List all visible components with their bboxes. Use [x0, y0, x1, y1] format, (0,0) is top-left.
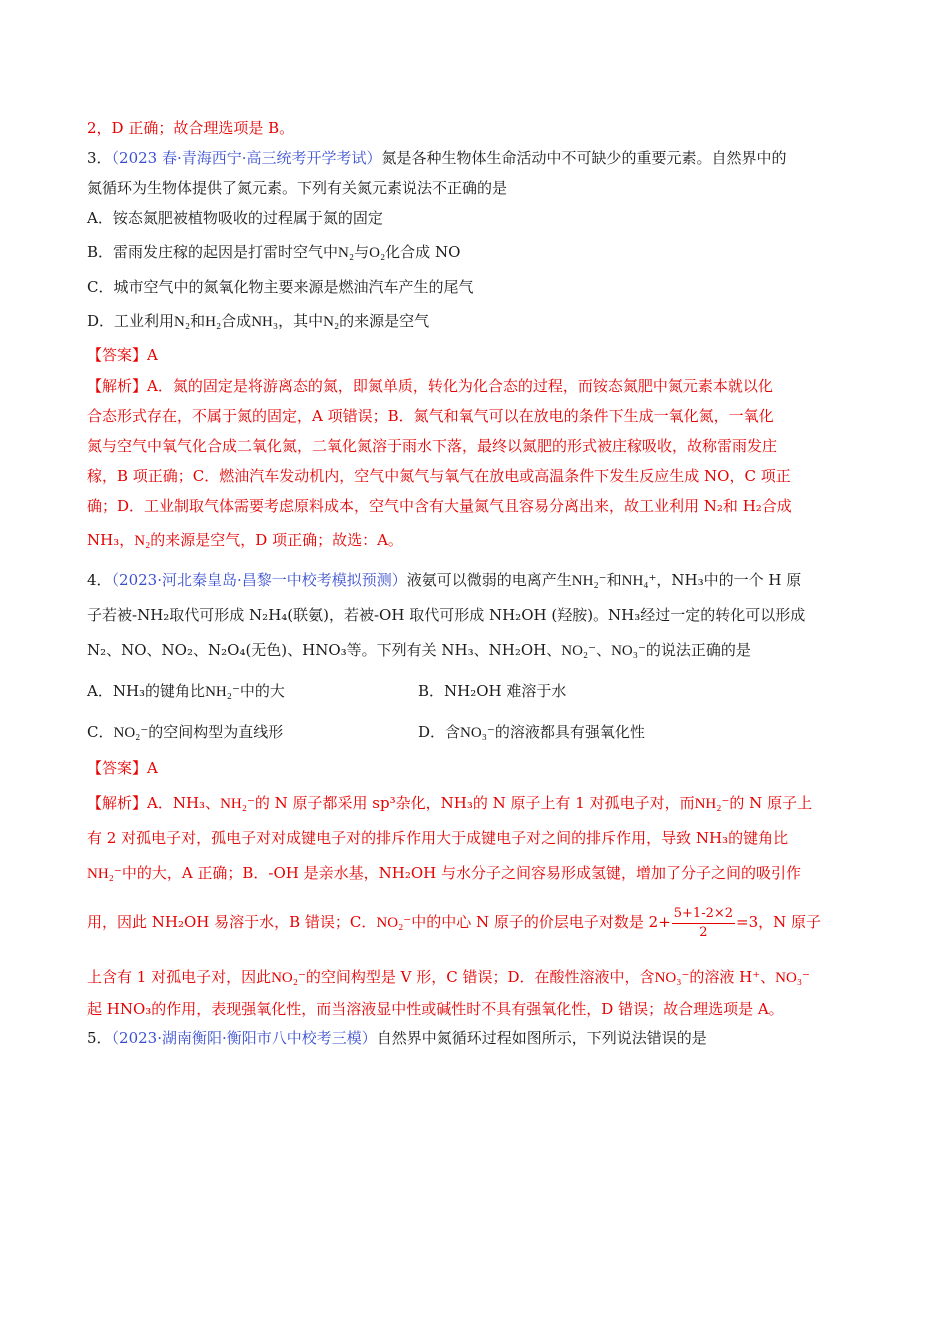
- q3-explanation-line-2: 合态形式存在，不属于氮的固定，A 项错误；B．氮气和氧气可以在放电的条件下生成一氧化氮，一氧化: [87, 407, 774, 425]
- q3-stem-line-1: [87, 148, 787, 168]
- q4-stem-text: ，NH₃中的一个 H 原: [656, 571, 802, 589]
- q4-option-d: [418, 722, 645, 743]
- q4-explanation-text: 【解析】A．NH₃、: [87, 794, 221, 812]
- q3-explanation-line-3: 氮与空气中氧气化合成二氧化氮，二氧化氮溶于雨水下落，最终以氮肥的形式被庄稼吸收，故称雷雨发庄: [87, 437, 778, 455]
- q3-option-d-text: ，其中: [278, 312, 324, 330]
- formula-no3-minus: NO₃⁻: [611, 643, 646, 659]
- q4-stem-line-1: [87, 570, 801, 591]
- q3-option-d-text: 合成: [221, 312, 252, 330]
- formula-nh2-minus: NH₂⁻: [220, 796, 255, 812]
- formula-no2-minus: NO₂⁻: [561, 643, 597, 659]
- q4-option-d-text: D．含: [418, 723, 461, 741]
- q4-option-d-text: 的溶液都具有强氧化性: [494, 723, 645, 741]
- q5-stem-text: 自然界中氮循环过程如图所示，下列说法错误的是: [376, 1029, 707, 1047]
- q4-explanation-text: 的溶液 H⁺、: [689, 968, 776, 986]
- fraction-numerator: 5+1-2×2: [672, 905, 735, 924]
- formula-n2: N₂: [174, 314, 191, 330]
- electron-pair-fraction: [672, 905, 735, 942]
- formula-nh2-minus: NH₂⁻: [205, 684, 240, 700]
- q3-stem-line-2: 氮循环为生物体提供了氮元素。下列有关氮元素说法不正确的是: [87, 179, 508, 197]
- q4-explanation-line-3: [87, 863, 801, 884]
- formula-no3-minus: NO₃⁻: [654, 970, 690, 986]
- q4-explanation-text: 中的大，A 正确；B．-OH 是亲水基，NH₂OH 与水分子之间容易形成氢键，增加了分子之间的吸引作: [121, 864, 802, 882]
- q3-explanation-line-4: 稼，B 项正确；C．燃油汽车发动机内，空气中氮气与氧气在放电或高温条件下发生反应生成 NO，C 项正: [87, 467, 791, 485]
- formula-nh3: NH₃: [251, 314, 279, 330]
- formula-no3-minus: NO₃⁻: [460, 725, 495, 741]
- q4-explanation-text: 用，因此 NH₂OH 易溶于水，B 错误；C．: [87, 913, 377, 931]
- q3-option-d-text: 和: [190, 312, 206, 330]
- q4-stem-line-2: 子若被-NH₂取代可形成 N₂H₄(联氨)，若被-OH 取代可形成 NH₂OH (羟胺)。NH₃经过一定的转化可以形成: [87, 606, 806, 624]
- formula-no3-minus: NO₃⁻: [775, 970, 810, 986]
- q4-explanation-text: 的空间构型是 V 形，C 错误；D．在酸性溶液中，含: [305, 968, 655, 986]
- q4-option-c: [87, 722, 283, 743]
- q4-explanation-line-1: [87, 793, 812, 814]
- q3-explanation-text: NH₃，: [87, 531, 135, 549]
- q5-number: 5．: [87, 1029, 112, 1047]
- q3-option-b: [87, 242, 460, 263]
- q3-explanation-text: 的来源是空气，D 项正确；故选：A。: [150, 531, 403, 549]
- q3-explanation-line-1: 【解析】A．氮的固定是将游离态的氮，即氮单质，转化为化合态的过程，而铵态氮肥中氮元素本就以化: [87, 377, 773, 395]
- q5-stem: [87, 1028, 707, 1048]
- q5-source: （2023·湖南衡阳·衡阳市八中校考三模）: [111, 1029, 377, 1047]
- q4-stem-text: 、: [596, 641, 612, 659]
- q4-stem-text: 液氨可以微弱的电离产生: [406, 571, 572, 589]
- q4-number: 4．: [87, 571, 112, 589]
- q4-stem-text: 的说法正确的是: [645, 641, 751, 659]
- formula-no2-minus: NO₂⁻: [113, 725, 149, 741]
- q4-option-b: B．NH₂OH 难溶于水: [418, 682, 567, 700]
- formula-n2: N₂: [338, 245, 355, 261]
- q3-option-b-text: 与: [354, 243, 370, 261]
- q4-explanation-line-4: [87, 902, 821, 943]
- q4-stem-line-3: [87, 640, 751, 661]
- formula-nh4-plus: NH₄⁺: [621, 573, 657, 589]
- q3-source: （2023 春·青海西宁·高三统考开学考试）: [111, 149, 382, 167]
- q3-option-b-text: B．雷雨发庄稼的起因是打雷时空气中: [87, 243, 339, 261]
- q3-number: 3．: [87, 149, 112, 167]
- q4-option-a-text: 中的大: [239, 682, 285, 700]
- formula-n2: N₂: [323, 314, 340, 330]
- q3-option-b-text: 化合成 NO: [385, 243, 461, 261]
- previous-answer-tail: 2，D 正确；故合理选项是 B。: [87, 119, 295, 137]
- q4-source: （2023·河北秦皇岛·昌黎一中校考模拟预测）: [111, 571, 407, 589]
- q3-option-c: C．城市空气中的氮氧化物主要来源是燃油汽车产生的尾气: [87, 278, 474, 296]
- formula-no2-minus: NO₂⁻: [376, 915, 412, 931]
- q3-stem-text: 氮是各种生物体生命活动中不可缺少的重要元素。自然界中的: [381, 149, 787, 167]
- formula-no2-minus: NO₂⁻: [271, 970, 306, 986]
- q4-explanation-text: 的 N 原子都采用 sp³杂化，NH₃的 N 原子上有 1 对孤电子对，而: [254, 794, 695, 812]
- q3-option-d-text: 的来源是空气: [339, 312, 430, 330]
- formula-nh2-minus: NH₂⁻: [87, 866, 122, 882]
- q3-option-d: [87, 311, 429, 332]
- q4-answer: 【答案】A: [87, 759, 158, 777]
- q4-option-a: [87, 681, 285, 702]
- q4-option-c-text: C．: [87, 723, 114, 741]
- q4-explanation-line-5: [87, 967, 810, 988]
- q4-explanation-line-2: 有 2 对孤电子对，孤电子对对成键电子对的排斥作用大于成键电子对之间的排斥作用，导致 NH₃的键角比: [87, 829, 789, 847]
- fraction-denominator: 2: [699, 924, 708, 940]
- q3-explanation-line-6: [87, 530, 403, 551]
- q4-option-a-text: A．NH₃的键角比: [87, 682, 206, 700]
- q4-explanation-text: 中的中心 N 原子的价层电子对数是 2+: [411, 913, 671, 931]
- q4-explanation-text: 上含有 1 对孤电子对，因此: [87, 968, 272, 986]
- formula-nh2-minus: NH₂⁻: [571, 573, 607, 589]
- q3-option-d-text: D．工业利用: [87, 312, 175, 330]
- q3-answer: 【答案】A: [87, 346, 158, 364]
- q4-explanation-line-6: 起 HNO₃的作用，表现强氧化性，而当溶液显中性或碱性时不具有强氧化性，D 错误；故合理选项是 A。: [87, 1000, 784, 1018]
- formula-h2: H₂: [205, 314, 222, 330]
- formula-o2: O₂: [369, 245, 386, 261]
- q4-option-c-text: 的空间构型为直线形: [148, 723, 284, 741]
- q4-stem-text: 和: [606, 571, 622, 589]
- q4-explanation-text: 的 N 原子上: [729, 794, 813, 812]
- q3-option-a: A．铵态氮肥被植物吸收的过程属于氮的固定: [87, 209, 383, 227]
- formula-nh2-minus: NH₂⁻: [694, 796, 730, 812]
- q3-explanation-line-5: 确；D．工业制取气体需要考虑原料成本，空气中含有大量氮气且容易分离出来，故工业利用 N₂和 H₂合成: [87, 497, 792, 515]
- q4-stem-text: N₂、NO、NO₂、N₂O₄(无色)、HNO₃等。下列有关 NH₃、NH₂OH、: [87, 641, 562, 659]
- q4-explanation-text: =3，N 原子: [736, 913, 822, 931]
- formula-n2: N₂: [134, 533, 151, 549]
